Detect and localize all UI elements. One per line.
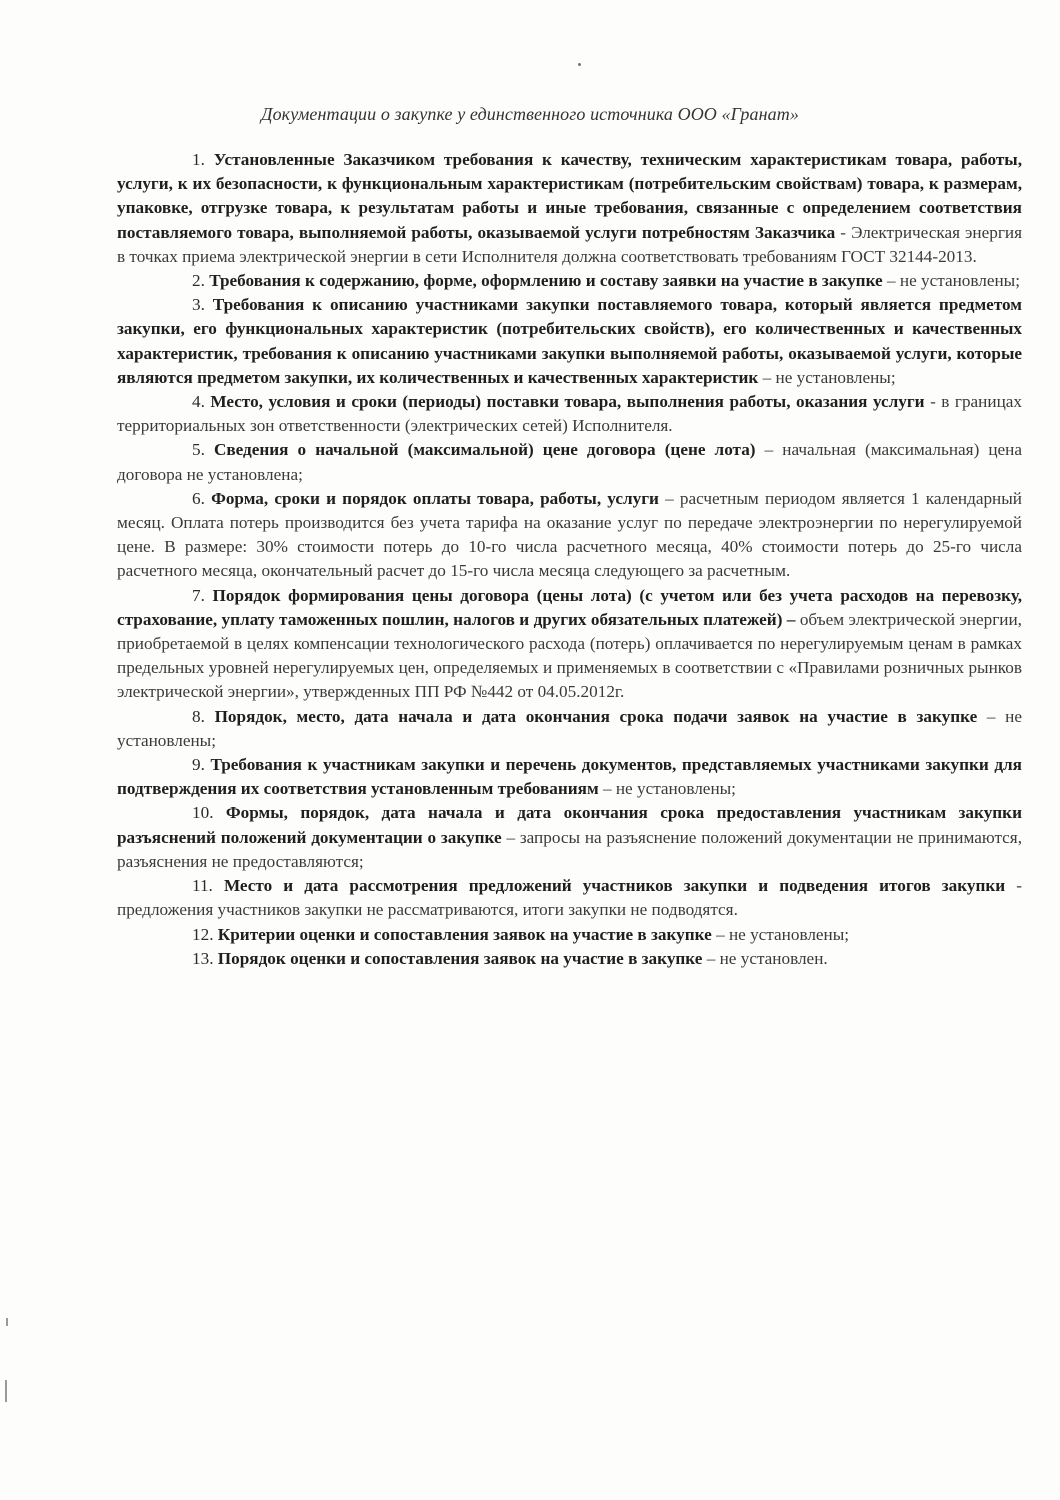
paragraph-text: - Электрическая энергия в точках приема электрической энергии в сети Исполнителя должна соответствовать требованиям ГОСТ 32144-2013. <box>117 222 1022 266</box>
paragraph-text: – не установлены; <box>117 706 1023 750</box>
paragraph-number: 5. <box>192 440 205 460</box>
paragraph-heading: Порядок, место, дата начала и дата окончания срока подачи заявок на участие в закупке <box>214 706 978 726</box>
paragraph-3 <box>117 293 1022 390</box>
paragraph-number: 2. <box>192 271 205 291</box>
paragraph-text: – не установлены; <box>598 779 736 799</box>
paragraph-10 <box>117 801 1022 874</box>
paragraph-number: 3. <box>192 295 205 315</box>
paragraph-heading: Установленные Заказчиком требования к качеству, техническим характеристикам товара, работы, услуги, к их безопасности, к функциональным характеристикам (потребительским свойствам) товара, к размерам, упаковке, отгрузке товара, к результатам работы и иные требования, связанные с определением соответствия поставляемого товара, выполняемой работы, оказываемой услуги потребностям Заказчика <box>117 150 1023 242</box>
paragraph-5 <box>117 438 1022 486</box>
paragraph-heading: Место, условия и сроки (периоды) поставки товара, выполнения работы, оказания услуги <box>210 392 925 412</box>
paragraph-1 <box>117 148 1022 269</box>
paragraph-heading: Требования к содержанию, форме, оформлению и составу заявки на участие в закупке <box>209 271 883 291</box>
paragraph-number: 8. <box>192 706 205 726</box>
paragraph-12 <box>117 923 1022 947</box>
paragraph-text: – не установлены; <box>758 367 896 387</box>
document-title: Документации о закупке у единственного источника ООО «Гранат» <box>261 104 799 124</box>
paragraph-number: 7. <box>192 585 205 605</box>
paragraph-number: 1. <box>192 150 205 169</box>
paragraph-heading: Место и дата рассмотрения предложений участников закупки и подведения итогов закупки <box>223 876 1006 896</box>
paragraph-11 <box>117 874 1022 922</box>
paragraph-number: 9. <box>192 755 205 775</box>
paragraph-number: 10. <box>192 803 214 823</box>
paragraph-7 <box>117 584 1022 705</box>
scan-edge-mark <box>6 1318 8 1326</box>
paragraph-text: - в границах территориальных зон ответственности (электрических сетей) Исполнителя. <box>117 392 1022 436</box>
paragraph-heading: Требования к описанию участниками закупки поставляемого товара, который является предметом закупки, его функциональных характеристик (потребительских свойств), его количественных и качественных характеристик, требования к описанию участниками закупки выполняемой работы, оказываемой услуги, которые являются предметом закупки, их количественных и качественных характеристик <box>117 295 1023 387</box>
paragraph-number: 4. <box>192 392 205 412</box>
paragraph-text: – не установлены; <box>711 924 850 944</box>
document-body <box>117 148 1022 971</box>
scan-edge-mark <box>5 1380 7 1402</box>
paragraph-text: – не установлен. <box>702 948 828 968</box>
paragraph-number: 13. <box>192 948 214 968</box>
paragraph-text: – не установлены; <box>882 271 1020 291</box>
paragraph-13 <box>117 947 1022 971</box>
paragraph-8 <box>117 705 1022 753</box>
paragraph-6 <box>117 487 1022 584</box>
paragraph-heading: Порядок оценки и сопоставления заявок на участие в закупке <box>217 948 703 968</box>
paragraph-9 <box>117 753 1022 801</box>
paragraph-heading: Порядок формирования цены договора (цены лота) (с учетом или без учета расходов на перевозку, страхование, уплату таможенных пошлин, налогов и других обязательных платежей) – <box>117 585 1022 629</box>
paragraph-heading: Сведения о начальной (максимальной) цене договора (цене лота) <box>213 440 756 460</box>
paragraph-number: 11. <box>192 876 213 896</box>
scan-speck <box>578 63 581 66</box>
paragraph-number: 12. <box>192 924 214 944</box>
paragraph-text: – расчетным периодом является 1 календарный месяц. Оплата потерь производится без учета тарифа на оказание услуг по передаче электроэнергии по нерегулируемой цене. В размере: 30% стоимости потерь до 10-го числа расчетного месяца, 40% стоимости потерь до 25-го числа расчетного месяца, окончательный расчет до 15-го числа месяца следующего за расчетным. <box>117 488 1022 581</box>
paragraph-text: - предложения участников закупки не рассматриваются, итоги закупки не подводятся. <box>117 876 1022 920</box>
paragraph-text: – запросы на разъяснение положений документации не принимаются, разъяснения не предоставляются; <box>117 827 1023 871</box>
paragraph-heading: Формы, порядок, дата начала и дата окончания срока предоставления участникам закупки разъяснений положений документации о закупке <box>117 803 1022 847</box>
paragraph-heading: Форма, сроки и порядок оплаты товара, работы, услуги <box>211 488 659 508</box>
paragraph-heading: Критерии оценки и сопоставления заявок на участие в закупке <box>217 924 712 944</box>
paragraph-heading: Требования к участникам закупки и перечень документов, представляемых участниками закупки для подтверждения их соответствия установленным требованиям <box>117 755 1022 799</box>
paragraph-text: – начальная (максимальная) цена договора не установлена; <box>117 440 1023 484</box>
paragraph-4 <box>117 390 1022 438</box>
paragraph-2 <box>117 269 1022 293</box>
paragraph-text: объем электрической энергии, приобретаемой в целях компенсации технологического расхода (потерь) оплачивается по нерегулируемым ценам в рамках предельных уровней нерегулируемых цен, определяемых и применяемых в соответствии с «Правилами розничных рынков электрической энергии», утвержденных ПП РФ №442 от 04.05.2012г. <box>117 609 1022 702</box>
paragraph-number: 6. <box>192 488 205 508</box>
